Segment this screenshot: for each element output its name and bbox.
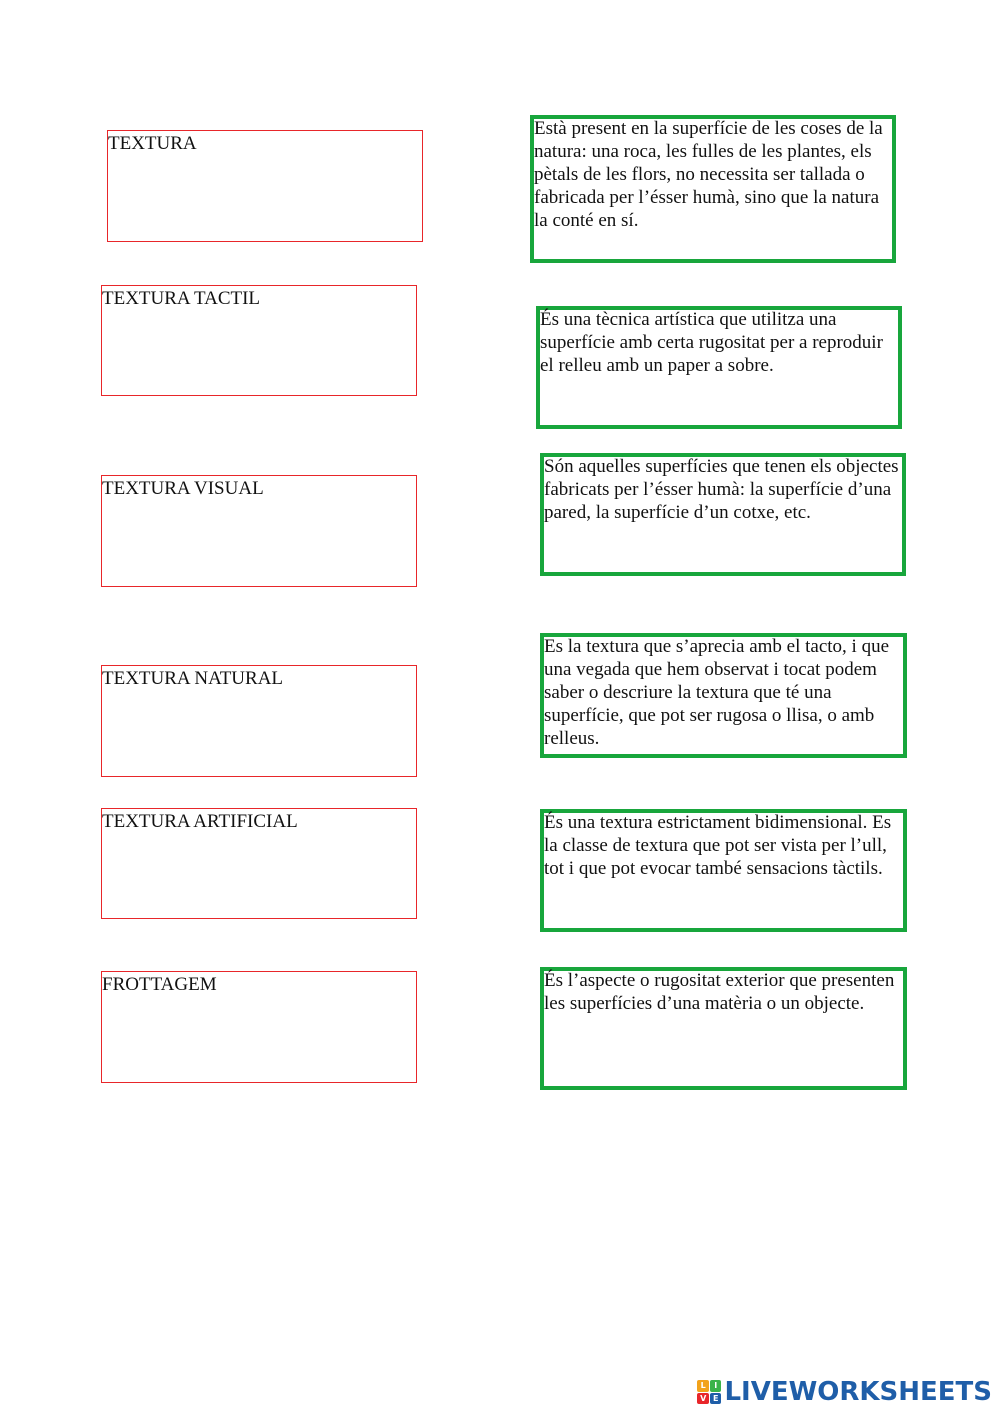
term-label: TEXTURA TACTIL [102, 288, 261, 309]
term-label: TEXTURA ARTIFICIAL [102, 811, 298, 832]
definition-text: Es la textura que s’aprecia amb el tacto, i que una vegada que hem observat i tocat podem saber o descriure la textura que té una superfície, que pot ser rugosa o llisa, o amb relleus. [544, 636, 890, 749]
term-box-textura[interactable] [107, 130, 423, 242]
definition-box-6[interactable] [540, 967, 907, 1090]
term-box-textura-tactil[interactable] [101, 285, 417, 396]
term-box-textura-artificial[interactable] [101, 808, 417, 919]
logo-tile: E [710, 1393, 722, 1405]
definition-text: És l’aspecte o rugositat exterior que presenten les superfícies d’una matèria o un objecte. [544, 970, 895, 1014]
term-label: TEXTURA VISUAL [102, 478, 264, 499]
definition-text: És una textura estrictament bidimensional. Es la classe de textura que pot ser vista per l’ull, tot i que pot evocar també sensacions tàctils. [544, 812, 892, 879]
definition-box-5[interactable] [540, 809, 907, 932]
logo-tile: L [697, 1380, 709, 1392]
definition-box-2[interactable] [536, 306, 902, 429]
term-label: TEXTURA NATURAL [102, 668, 284, 689]
definition-text: Són aquelles superfícies que tenen els objectes fabricats per l’ésser humà: la superfície d’una pared, la superfície d’un cotxe, etc. [544, 456, 899, 523]
term-box-textura-natural[interactable] [101, 665, 417, 777]
term-label: TEXTURA [108, 133, 197, 154]
definition-box-1[interactable] [530, 115, 896, 263]
definition-box-3[interactable] [540, 453, 906, 576]
term-box-frottagem[interactable] [101, 971, 417, 1083]
term-box-textura-visual[interactable] [101, 475, 417, 587]
logo-tile: I [710, 1380, 722, 1392]
definition-box-4[interactable] [540, 633, 907, 758]
brand-name: LIVEWORKSHEETS [724, 1377, 992, 1407]
definition-text: És una tècnica artística que utilitza una superfície amb certa rugositat per a reproduir el relleu amb un paper a sobre. [540, 309, 883, 376]
liveworksheets-logo-icon [697, 1380, 721, 1404]
definition-text: Està present en la superfície de les coses de la natura: una roca, les fulles de les plantes, els pètals de les flors, no necessita ser tallada o fabricada per l’ésser humà, sino que la natura la conté en sí. [534, 118, 883, 231]
liveworksheets-logo [697, 1377, 992, 1407]
logo-tile: V [697, 1393, 709, 1405]
term-label: FROTTAGEM [102, 974, 217, 995]
